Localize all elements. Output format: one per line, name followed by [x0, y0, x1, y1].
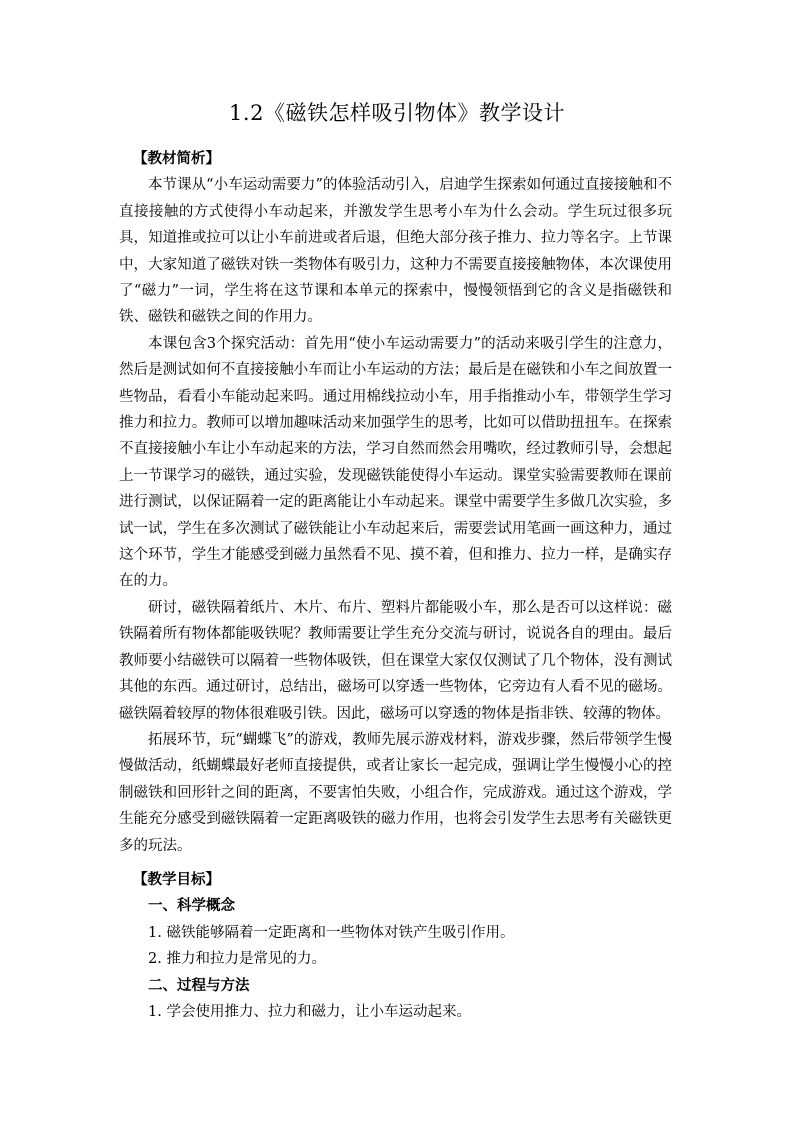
list-item: 2. 推力和拉力是常见的力。 [148, 951, 326, 968]
paragraph: 研讨，磁铁隔着纸片、木片、布片、塑料片都能吸小车，那么是否可以这样说：磁铁隔着所有物体都能吸铁呢？教师需要让学生充分交流与研讨，说说各自的理由。最后教师要小结磁铁可以隔着一些物体吸铁，但在课堂大家仅仅测试了几个物体，没有测试其他的东西。通过研讨，总结出，磁场可以穿透一些物体，它旁边有人看不见的磁场。磁铁隔着较厚的物体很难吸引铁。因此，磁场可以穿透的物体是指非铁、较薄的物体。 [119, 599, 672, 722]
list-item: 1. 学会使用推力、拉力和磁力，让小车运动起来。 [148, 1003, 471, 1020]
document-title: 1.2《磁铁怎样吸引物体》教学设计 [229, 101, 565, 125]
section-heading-teaching-goals: 【教学目标】 [133, 870, 220, 888]
document-body [119, 146, 672, 1025]
paragraph: 本课包含3个探究活动：首先用“使小车运动需要力”的活动来吸引学生的注意力，然后是测试如何不直接接触小车而让小车运动的方法；最后是在磁铁和小车之间放置一些物品，看看小车能动起来吗。通过用棉线拉动小车，用手指推动小车，带领学生学习推力和拉力。教师可以增加趣味活动来加强学生的思考，比如可以借助扭扭车。在探索不直接接触小车让小车动起来的方法，学习自然而然会用嘴吹，经过教师引导，会想起上一节课学习的磁铁，通过实验，发现磁铁能使得小车运动。课堂实验需要教师在课前进行测试，以保证隔着一定的距离能让小车动起来。课堂中需要学生多做几次实验，多试一试，学生在多次测试了磁铁能让小车动起来后，需要尝试用笔画一画这种力，通过这个环节，学生才能感受到磁力虽然看不见、摸不着，但和推力、拉力一样，是确实存在的力。 [119, 335, 672, 590]
list-item: 1. 磁铁能够隔着一定距离和一些物体对铁产生吸引作用。 [148, 924, 515, 941]
subheading-process-methods: 二、过程与方法 [148, 976, 250, 994]
paragraph: 拓展环节，玩“蝴蝶飞”的游戏，教师先展示游戏材料，游戏步骤，然后带领学生慢慢做活动，纸蝴蝶最好老师直接提供，或者让家长一起完成，强调让学生慢慢小心的控制磁铁和回形针之间的距离，不要害怕失败，小组合作，完成游戏。通过这个游戏，学生能充分感受到磁铁隔着一定距离吸铁的磁力作用，也将会引发学生去思考有关磁铁更多的玩法。 [119, 731, 672, 854]
paragraph: 本节课从“小车运动需要力”的体验活动引入，启迪学生探索如何通过直接接触和不直接接触的方式使得小车动起来，并激发学生思考小车为什么会动。学生玩过很多玩具，知道推或拉可以让小车前进或者后退，但绝大部分孩子推力、拉力等名字。上节课中，大家知道了磁铁对铁一类物体有吸引力，这种力不需要直接接触物体，本次课使用了“磁力”一词，学生将在这节课和本单元的探索中，慢慢领悟到它的含义是指磁铁和铁、磁铁和磁铁之间的作用力。 [119, 177, 672, 326]
subheading-science-concepts: 一、科学概念 [148, 897, 235, 915]
section-heading-textbook-analysis: 【教材简析】 [133, 150, 220, 167]
